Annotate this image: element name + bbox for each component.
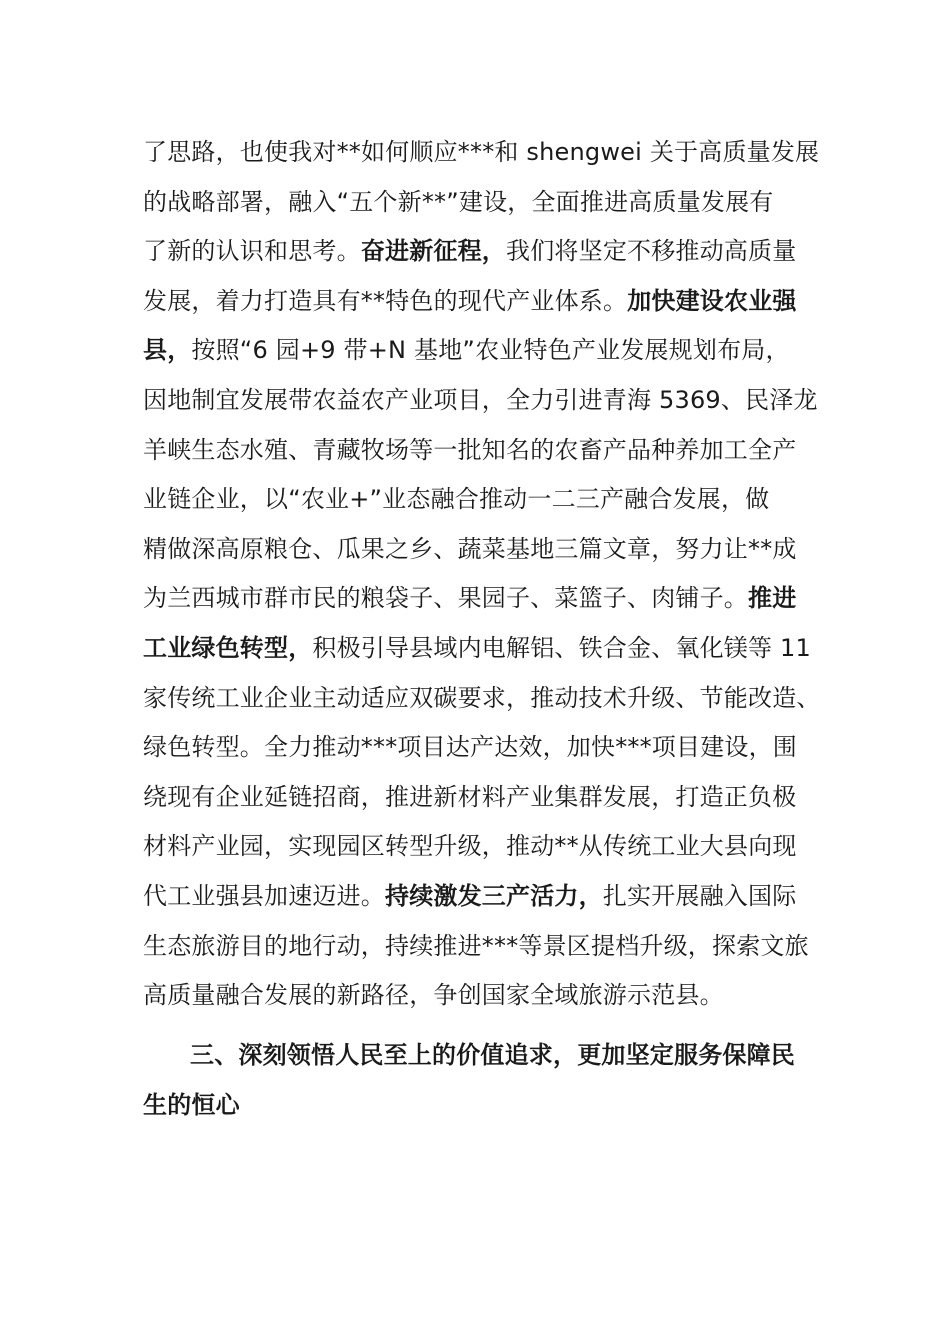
bold-text-run: 奋进新征程， <box>360 237 507 265</box>
bold-text-run: 加快建设农业强 <box>627 287 797 315</box>
paragraph-line <box>143 581 796 615</box>
text-run: 精做深高原粮仓、瓜果之乡、蔬菜基地三篇文章，努力让**成 <box>143 535 797 563</box>
bold-text-run: 工业绿色转型， <box>143 634 313 662</box>
text-run: 高质量融合发展的新路径，争创国家全域旅游示范县。 <box>143 981 724 1009</box>
text-run: 生态旅游目的地行动，持续推进***等景区提档升级，探索文旅 <box>143 932 809 960</box>
text-run: 发展，着力打造具有**特色的现代产业体系。 <box>143 287 628 315</box>
text-run: 材料产业园，实现园区转型升级，推动**从传统工业大县向现 <box>143 832 797 860</box>
text-run: 积极引导县域内电解铝、铁合金、氧化镁等 11 <box>312 634 811 662</box>
text-run: 按照“6 园+9 带+N 基地”农业特色产业发展规划布局， <box>191 336 790 364</box>
text-run: 绿色转型。全力推动***项目达产达效，加快***项目建设，围 <box>143 733 797 761</box>
paragraph-line <box>143 929 809 963</box>
text-run: 家传统工业企业主动适应双碳要求，推动技术升级、节能改造、 <box>143 684 821 712</box>
paragraph-line <box>143 532 797 566</box>
section-heading-line-1: 三、深刻领悟人民至上的价值追求，更加坚定服务保障民 <box>190 1041 795 1069</box>
paragraph-line <box>143 631 811 665</box>
text-run: 我们将坚定不移推动高质量 <box>506 237 797 265</box>
bold-text-run: 持续激发三产活力， <box>385 882 603 910</box>
paragraph-line <box>143 333 790 367</box>
paragraph-line <box>143 185 773 219</box>
text-run: 了新的认识和思考。 <box>143 237 361 265</box>
paragraph-line <box>143 879 796 913</box>
paragraph-line <box>143 681 821 715</box>
text-run: 了思路，也使我对**如何顺应***和 shengwei 关于高质量发展 <box>143 138 820 166</box>
text-run: 为兰西城市群市民的粮袋子、果园子、菜篮子、肉铺子。 <box>143 584 748 612</box>
paragraph-line <box>143 284 797 318</box>
text-run: 绕现有企业延链招商，推进新材料产业集群发展，打造正负极 <box>143 783 797 811</box>
text-run: 扎实开展融入国际 <box>602 882 797 910</box>
paragraph-line <box>143 433 796 467</box>
paragraph-line <box>143 978 724 1012</box>
paragraph-line <box>143 383 818 417</box>
bold-text-run: 县， <box>143 336 192 364</box>
paragraph-line <box>143 482 769 516</box>
paragraph-line <box>143 780 796 814</box>
paragraph-line <box>143 730 797 764</box>
section-heading-line-2: 生的恒心 <box>143 1091 240 1119</box>
paragraph-line <box>143 135 819 169</box>
bold-text-run: 推进 <box>748 584 797 612</box>
text-run: 代工业强县加速迈进。 <box>143 882 385 910</box>
text-run: 业链企业，以“农业+”业态融合推动一二三产融合发展，做 <box>143 485 770 513</box>
text-run: 的战略部署，融入“五个新**”建设，全面推进高质量发展有 <box>143 188 774 216</box>
text-run: 羊峡生态水殖、青藏牧场等一批知名的农畜产品种养加工全产 <box>143 436 797 464</box>
paragraph-line <box>143 829 797 863</box>
paragraph-line <box>143 234 796 268</box>
text-run: 因地制宜发展带农益农产业项目，全力引进青海 5369、民泽龙 <box>143 386 818 414</box>
